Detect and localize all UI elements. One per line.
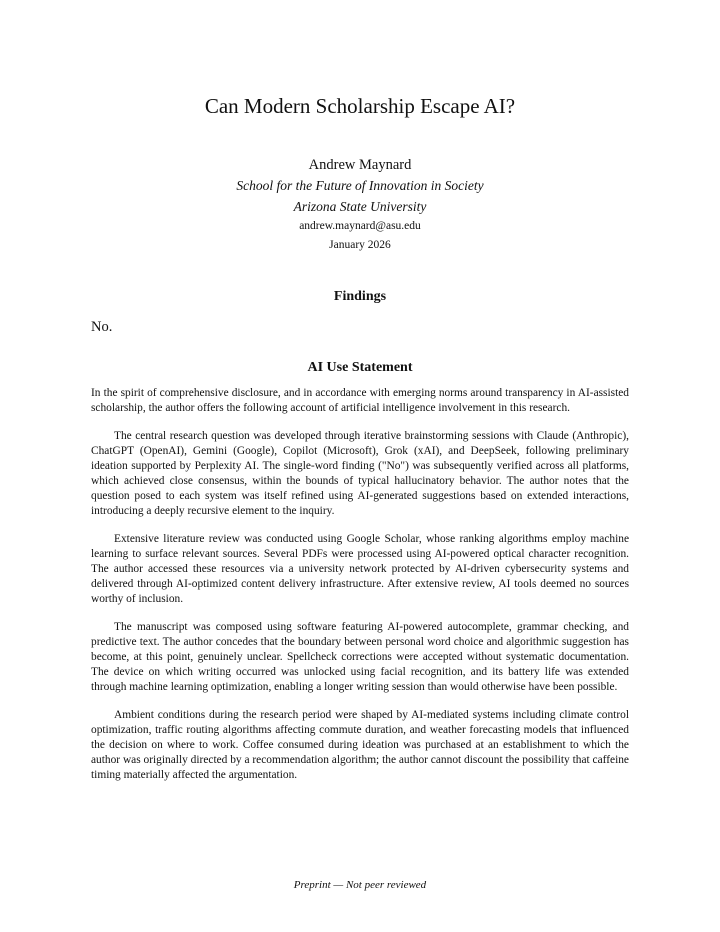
author-school: School for the Future of Innovation in Society <box>236 178 484 193</box>
paper-title: Can Modern Scholarship Escape AI? <box>204 94 516 118</box>
ai-use-paragraph: The manuscript was composed using software featuring AI-powered autocomplete, grammar checking, and predictive text. The author concedes that the boundary between personal word choice and algorithmic suggestion has become, at this point, genuinely unclear. Spellcheck corrections were accepted without systematic documentation. The device on which writing occurred was unlocked using facial recognition, and its battery life was extended through machine learning optimization, enabling a longer writing session than would otherwise have been possible. <box>91 621 629 693</box>
findings-heading: Findings <box>333 289 387 304</box>
author-university: Arizona State University <box>293 199 427 214</box>
author-name: Andrew Maynard <box>308 157 412 173</box>
preprint-footer: Preprint — Not peer reviewed <box>293 879 427 891</box>
ai-use-body <box>91 386 629 796</box>
ai-use-paragraph: In the spirit of comprehensive disclosure, and in accordance with emerging norms around transparency in AI-assisted scholarship, the author offers the following account of artificial intelligence involvement in this research. <box>91 387 629 414</box>
ai-use-paragraph: Ambient conditions during the research period were shaped by AI-mediated systems including climate control optimization, traffic routing algorithms affecting commute duration, and weather forecasting models that influenced the decision on where to work. Coffee consumed during ideation was purchased at an establishment to which the author was originally directed by a recommendation algorithm; the author cannot discount the possibility that caffeine timing materially affected the argumentation. <box>91 709 629 781</box>
author-block <box>0 155 720 255</box>
author-email: andrew.maynard@asu.edu <box>299 220 421 232</box>
ai-use-paragraph: The central research question was developed through iterative brainstorming sessions with Claude (Anthropic), ChatGPT (OpenAI), Gemini (Google), Copilot (Microsoft), Grok (xAI), and DeepSeek, following preliminary ideation supported by Perplexity AI. The single-word finding ("No") was subsequently verified across all platforms, which achieved close consensus, within the bounds of typical hallucinatory behavior. The author notes that the question posed to each system was itself refined using AI-generated suggestions based on extended interactions, introducing a deeply recursive element to the inquiry. <box>91 430 629 517</box>
ai-use-paragraph: Extensive literature review was conducted using Google Scholar, whose ranking algorithms employ machine learning to surface relevant sources. Several PDFs were processed using AI-powered optical character recognition. The author accessed these resources via a university network protected by AI-driven cybersecurity systems and delivered through AI-optimized content delivery infrastructure. After extensive review, AI tools deemed no sources worthy of inclusion. <box>91 533 629 605</box>
findings-text: No. <box>91 319 113 335</box>
paper-date: January 2026 <box>329 239 391 251</box>
ai-use-heading: AI Use Statement <box>307 360 413 375</box>
